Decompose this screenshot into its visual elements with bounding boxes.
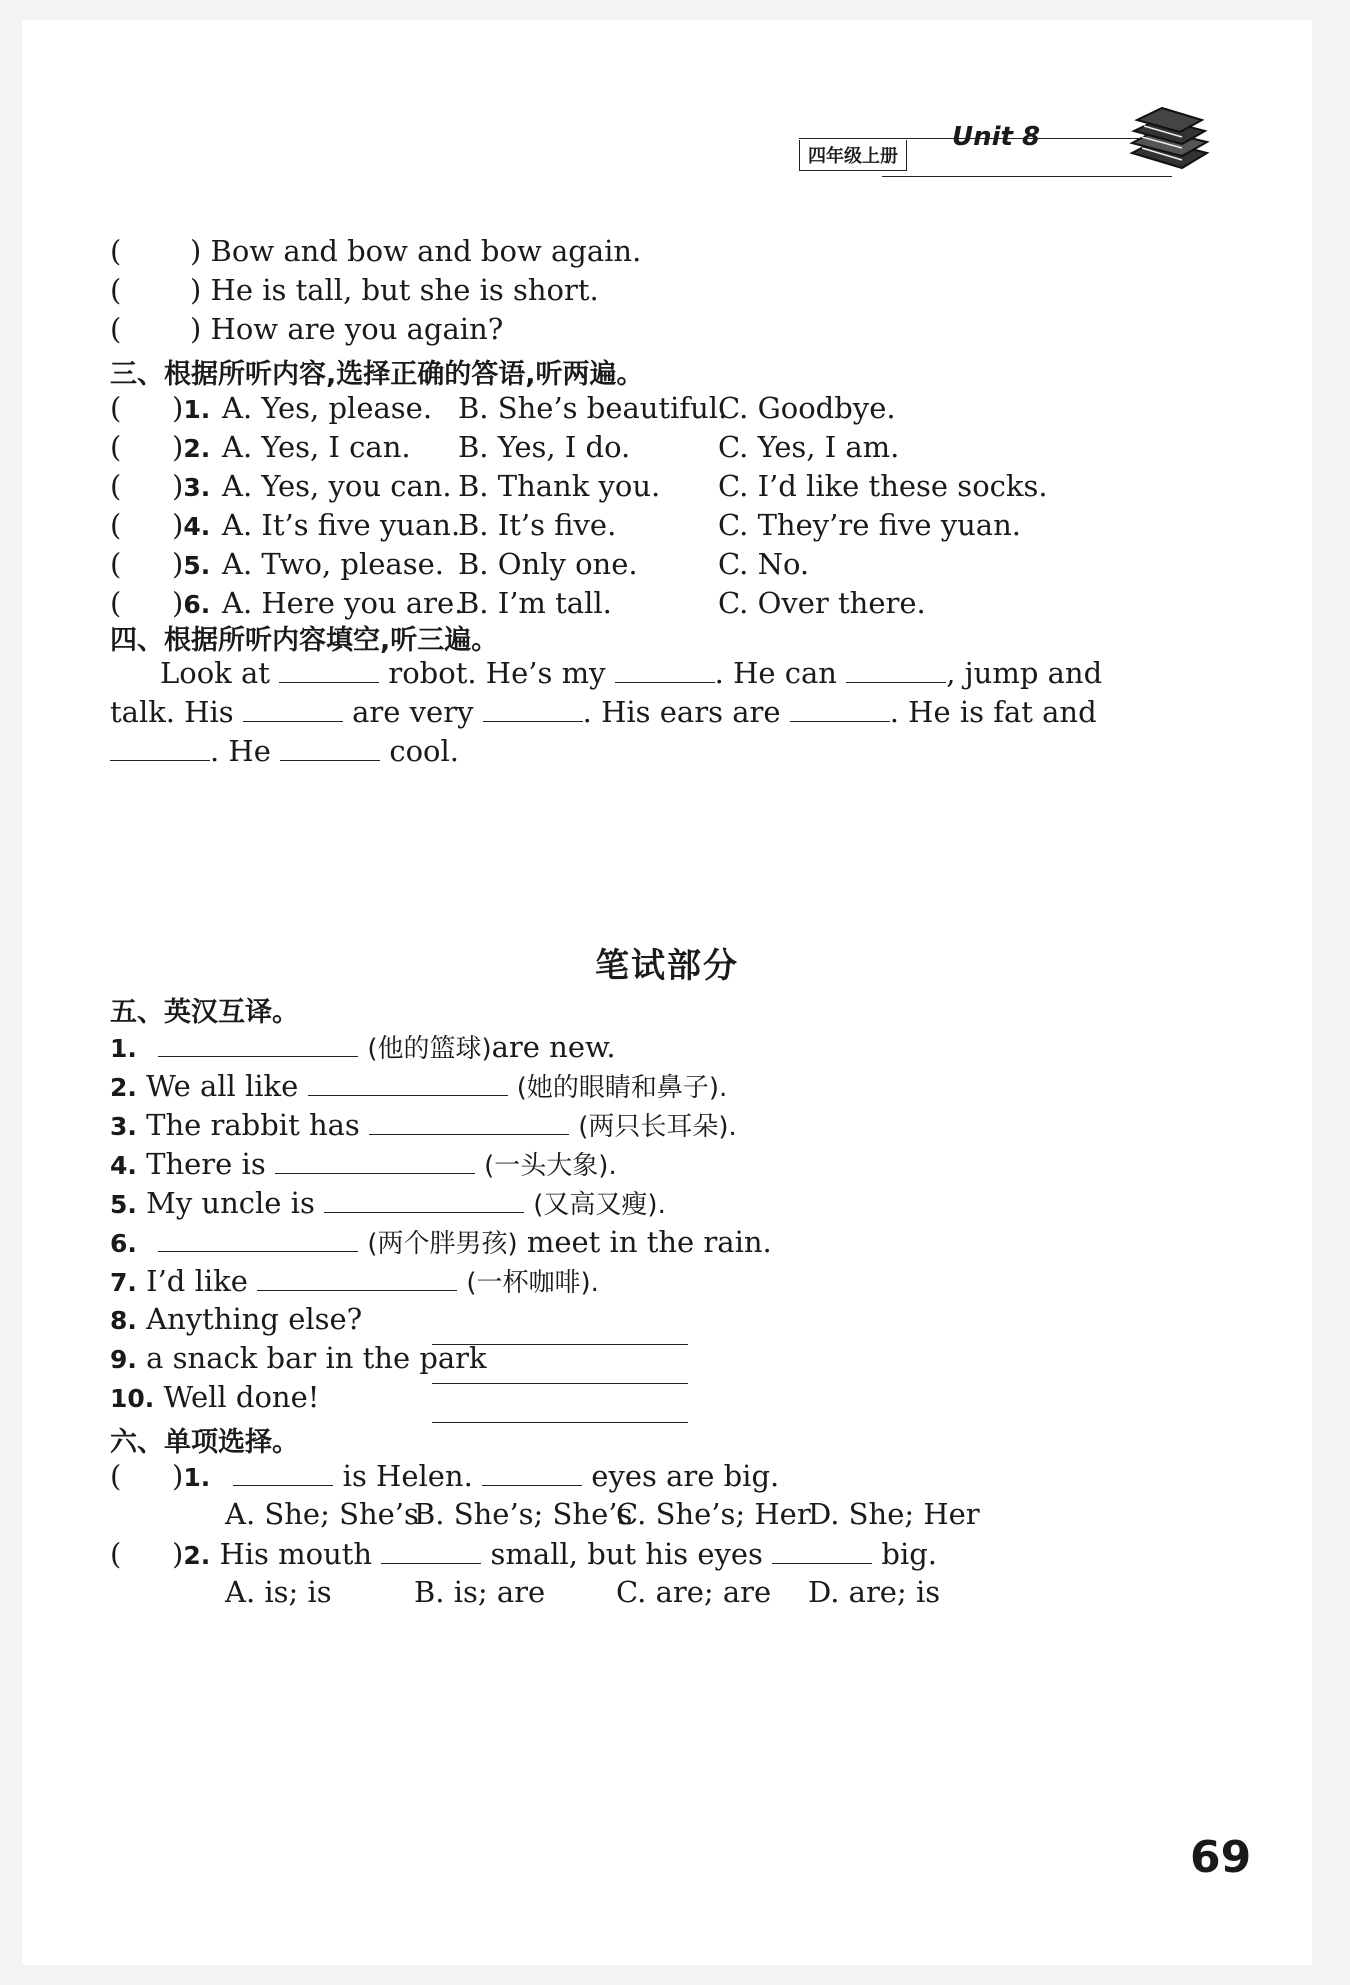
- option-b: B. I’m tall.: [458, 586, 612, 620]
- translate-item: 10. Well done!: [110, 1380, 320, 1414]
- listen-item: ( ) How are you again?: [110, 312, 504, 346]
- option-b: B. Only one.: [458, 547, 638, 581]
- workbook-page: [22, 20, 1312, 1965]
- option-a: A. It’s five yuan.: [222, 508, 461, 542]
- option-b: B. She’s beautiful.: [458, 391, 728, 425]
- answer-blank[interactable]: [158, 1221, 358, 1252]
- section-5-title: 五、英汉互译。: [110, 997, 299, 1028]
- listen-item: ( ) Bow and bow and bow again.: [110, 234, 642, 268]
- translate-item: 3. The rabbit has (两只长耳朵).: [110, 1104, 737, 1147]
- option-a: A. She; She’s: [225, 1497, 419, 1531]
- section-6-title: 六、单项选择。: [110, 1427, 299, 1458]
- choice-row: ( )5.: [110, 547, 211, 581]
- answer-blank[interactable]: [110, 730, 210, 761]
- translate-item: 8. Anything else?: [110, 1302, 363, 1336]
- unit-title: Unit 8: [952, 122, 1041, 152]
- option-a: A. Here you are.: [222, 586, 464, 620]
- option-a: A. is; is: [225, 1575, 332, 1609]
- mcq-question-2: ( )2. His mouth small, but his eyes big.: [110, 1533, 937, 1576]
- option-b: B. is; are: [414, 1575, 546, 1609]
- option-c: C. are; are: [616, 1575, 772, 1609]
- choice-row: ( )3.: [110, 469, 211, 503]
- translate-item: 6. (两个胖男孩) meet in the rain.: [110, 1221, 772, 1264]
- choice-row: ( )4.: [110, 508, 211, 542]
- answer-blank[interactable]: [257, 1260, 457, 1291]
- answer-blank[interactable]: [279, 652, 379, 683]
- option-d: D. She; Her: [808, 1497, 980, 1531]
- books-stack-icon: [1122, 98, 1212, 178]
- option-b: B. Yes, I do.: [458, 430, 631, 464]
- option-d: D. are; is: [808, 1575, 941, 1609]
- option-c: C. They’re five yuan.: [718, 508, 1021, 542]
- cloze-line-3: . He cool.: [110, 730, 459, 771]
- answer-blank[interactable]: [790, 691, 890, 722]
- translate-item: 4. There is (一头大象).: [110, 1143, 617, 1186]
- answer-blank[interactable]: [432, 1353, 688, 1384]
- answer-blank[interactable]: [772, 1533, 872, 1564]
- answer-blank[interactable]: [432, 1392, 688, 1423]
- option-c: C. She’s; Her: [616, 1497, 811, 1531]
- option-b: B. It’s five.: [458, 508, 617, 542]
- option-c: C. I’d like these socks.: [718, 469, 1048, 503]
- answer-blank[interactable]: [615, 652, 715, 683]
- translate-item: 7. I’d like (一杯咖啡).: [110, 1260, 599, 1303]
- answer-blank[interactable]: [483, 691, 583, 722]
- option-c: C. Goodbye.: [718, 391, 896, 425]
- option-b: B. Thank you.: [458, 469, 661, 503]
- option-a: A. Two, please.: [222, 547, 444, 581]
- answer-blank[interactable]: [280, 730, 380, 761]
- answer-blank[interactable]: [275, 1143, 475, 1174]
- choice-row: ( )2.: [110, 430, 211, 464]
- translate-item: 2. We all like (她的眼睛和鼻子).: [110, 1065, 727, 1108]
- answer-blank[interactable]: [243, 691, 343, 722]
- option-a: A. Yes, I can.: [222, 430, 411, 464]
- option-c: C. No.: [718, 547, 810, 581]
- answer-blank[interactable]: [381, 1533, 481, 1564]
- mcq-question-1: ( )1. is Helen. eyes are big.: [110, 1455, 779, 1498]
- written-part-title: 笔试部分: [595, 946, 739, 986]
- answer-blank[interactable]: [846, 652, 946, 683]
- answer-blank[interactable]: [233, 1455, 333, 1486]
- translate-item: 9. a snack bar in the park: [110, 1341, 487, 1375]
- option-a: A. Yes, please.: [222, 391, 433, 425]
- page-number: 69: [1190, 1832, 1252, 1883]
- listen-item: ( ) He is tall, but she is short.: [110, 273, 599, 307]
- option-c: C. Over there.: [718, 586, 926, 620]
- translate-item: 5. My uncle is (又高又瘦).: [110, 1182, 666, 1225]
- answer-blank[interactable]: [369, 1104, 569, 1135]
- translate-item: 1. (他的篮球)are new.: [110, 1026, 616, 1069]
- option-a: A. Yes, you can.: [222, 469, 452, 503]
- option-c: C. Yes, I am.: [718, 430, 900, 464]
- cloze-line-2: talk. His are very . His ears are . He is fat and: [110, 691, 1097, 732]
- option-b: B. She’s; She’s: [414, 1497, 633, 1531]
- choice-row: ( )1.: [110, 391, 211, 425]
- answer-blank[interactable]: [482, 1455, 582, 1486]
- answer-blank[interactable]: [158, 1026, 358, 1057]
- grade-label: 四年级上册: [799, 140, 907, 171]
- choice-row: ( )6.: [110, 586, 211, 620]
- answer-blank[interactable]: [324, 1182, 524, 1213]
- cloze-line-1: Look at robot. He’s my . He can , jump and: [160, 652, 1102, 693]
- section-4-title: 四、根据所听内容填空,听三遍。: [110, 625, 499, 656]
- answer-blank[interactable]: [308, 1065, 508, 1096]
- section-3-title: 三、根据所听内容,选择正确的答语,听两遍。: [110, 359, 644, 390]
